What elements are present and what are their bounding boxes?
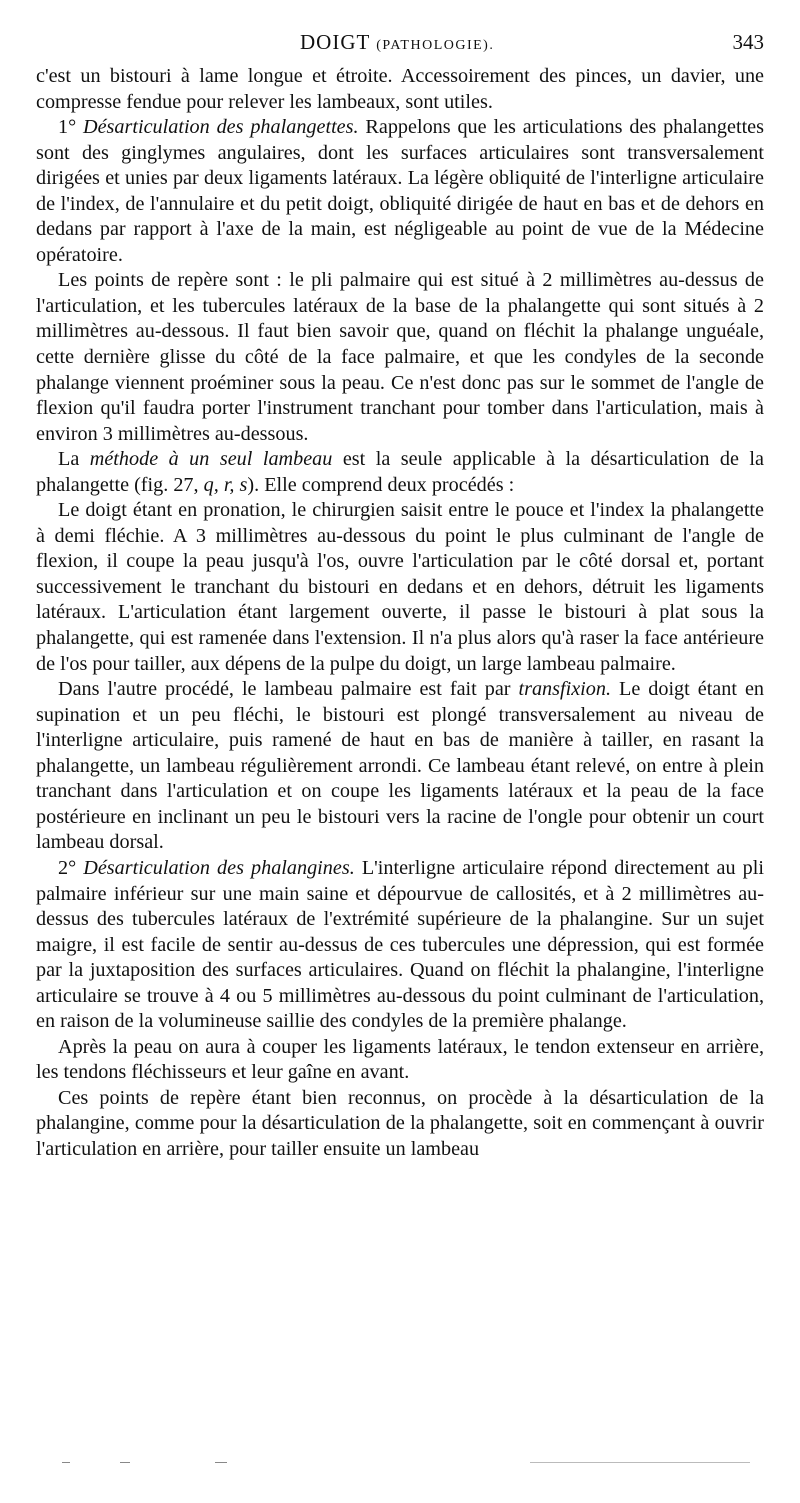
text-run: Le doigt étant en pronation, le chirurgien saisit entre le pouce et l'index la phalangette à demi fléchie. A 3 millimètres au-dessous du point le plus culminant de l'angle de flexion, il coupe la peau jusqu'à l'os, ouvre l'articulation par le côté dorsal et, portant successivement le tranchant du bistouri en dedans et en dehors, détruit les ligaments latéraux. L'articulation étant largement ouverte, il passe le bistouri à plat sous la phalangette, qui est ramenée dans l'extension. Il n'a plus alors qu'à raser la face antérieure de l'os pour tailler, aux dépens de la pulpe du doigt, un large lambeau palmaire. bbox=[36, 499, 764, 675]
text-run: Après la peau on aura à couper les ligaments latéraux, le tendon extenseur en arrière, les tendons fléchisseurs et leur gaîne en avant. bbox=[36, 1035, 764, 1084]
body-text bbox=[36, 64, 764, 1163]
italic-text: Désarticulation des phalangettes. bbox=[83, 116, 359, 139]
bottom-margin-marks bbox=[0, 1462, 800, 1468]
margin-mark bbox=[62, 1462, 70, 1463]
text-run: Dans l'autre procédé, le lambeau palmaire est fait par bbox=[58, 678, 519, 701]
text-run: ). Elle comprend deux procédés : bbox=[247, 473, 515, 496]
paragraph bbox=[36, 1035, 764, 1086]
italic-text: q, r, s bbox=[203, 473, 248, 496]
paragraph bbox=[36, 677, 764, 856]
paragraph bbox=[36, 498, 764, 677]
text-run: Les points de repère sont : le pli palmaire qui est situé à 2 millimètres au-dessus de l'articulation, et les tubercules latéraux de la base de la phalangette qui sont situés à 2 millimètres au-dessous. Il faut bien savoir que, quand on fléchit la phalange unguéale, cette dernière glisse du côté de la face palmaire, et que les condyles de la seconde phalange viennent proéminer sous la peau. Ce n'est donc pas sur le sommet de l'angle de flexion qu'il faudra porter l'instrument tranchant pour tomber dans l'articulation, mais à environ 3 millimètres au-dessous. bbox=[36, 269, 764, 445]
paragraph bbox=[36, 447, 764, 498]
paragraph bbox=[36, 268, 764, 447]
italic-text: Désarticulation des phalangines. bbox=[83, 856, 355, 879]
text-run: 1° bbox=[58, 116, 84, 139]
paragraph bbox=[36, 115, 764, 268]
page-number: 343 bbox=[732, 30, 764, 54]
margin-mark bbox=[120, 1462, 130, 1463]
running-header bbox=[0, 30, 800, 60]
text-run: 2° bbox=[58, 856, 84, 879]
text-run: L'interligne articulaire répond directement au pli palmaire inférieur sur une main saine et dépourvue de callosités, et à 2 millimètres au-dessus des tubercules latéraux de l'extrémité supérieure de la phalangine. Sur un sujet maigre, il est facile de sentir au-dessus de ces tubercules une dépression, qui est formée par la juxtaposition des surfaces articulaires. Quand on fléchit la phalangine, l'interligne articulaire se trouve à 4 ou 5 millimètres au-dessous du point culminant de l'articulation, en raison de la volumineuse saillie des condyles de la première phalange. bbox=[36, 856, 764, 1033]
text-run: c'est un bistouri à lame longue et étroite. Accessoirement des pinces, un davier, une compresse fendue pour relever les lambeaux, sont utiles. bbox=[36, 65, 764, 113]
text-run: est la seule applicable à la désarticulation de la phalangette (fig. 27, bbox=[36, 448, 764, 496]
margin-mark bbox=[215, 1462, 227, 1463]
paragraph bbox=[36, 1086, 764, 1163]
text-run: La bbox=[58, 448, 90, 471]
text-run: Ces points de repère étant bien reconnus, on procède à la désarticulation de la phalangine, comme pour la désarticulation de la phalangette, soit en commençant à ouvrir l'articulation en arrière, pour tailler ensuite un lambeau bbox=[36, 1086, 764, 1160]
paragraph bbox=[36, 64, 764, 115]
running-title-main: DOIGT bbox=[300, 30, 370, 54]
italic-text: méthode à un seul lambeau bbox=[89, 448, 333, 471]
running-title-sub: (PATHOLOGIE). bbox=[376, 38, 495, 53]
margin-mark bbox=[530, 1462, 750, 1463]
paragraph bbox=[36, 856, 764, 1035]
italic-text: transfixion. bbox=[518, 678, 612, 701]
text-run: Rappelons que les articulations des phalangettes sont des ginglymes angulaires, dont les surfaces articulaires sont transversalement dirigées et unies par deux ligaments latéraux. La légère obliquité de l'interligne articulaire de l'index, de l'annulaire et du petit doigt, obliquité dirigée de haut en bas et de dehors en dedans par rapport à l'axe de la main, est négligeable au point de vue de la Médecine opératoire. bbox=[36, 116, 764, 266]
running-title bbox=[300, 30, 494, 55]
text-run: Le doigt étant en supination et un peu fléchi, le bistouri est plongé transversalement au niveau de l'interligne articulaire, puis ramené de haut en bas de manière à tailler, en rasant la phalangette, un lambeau régulièrement arrondi. Ce lambeau étant relevé, on entre à plein tranchant dans l'articulation et on coupe les ligaments latéraux et la peau de la face postérieure en inclinant un peu le bistouri vers la racine de l'ongle pour obtenir un court lambeau dorsal. bbox=[36, 678, 765, 854]
